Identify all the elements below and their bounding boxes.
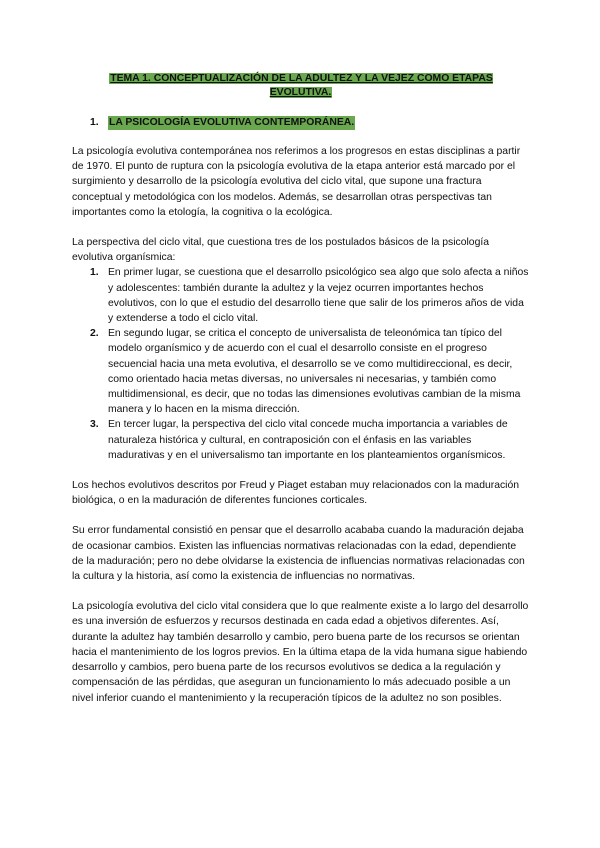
list-item-text: En primer lugar, se cuestiona que el desarrollo psicológico sea algo que solo afecta a niños y adolescentes: también durante la adultez y la vejez ocurren importantes hechos evolutivos, con lo que el estudio del desarrollo tiene que salir de los primeros años de vida y extenderse a todo el ciclo vital. <box>108 267 529 325</box>
list-item <box>90 265 530 326</box>
list-item-marker: 3. <box>90 419 99 431</box>
list-item-text: En segundo lugar, se critica el concepto de universalista de teleonómica tan típico del modelo organísmico y de acuerdo con el cual el desarrollo consiste en el progreso secuencial hacia una meta evolutiva, el desarrollo se ve como multidireccional, es decir, como orientado hacia metas diversas, no universales ni necesarias, y también como multidimensional, es decir, que no todas las dimensiones evolutivas cambian de la misma manera y lo hacen en la misma dirección. <box>108 328 521 416</box>
numbered-list <box>72 265 530 463</box>
section-number: 1. <box>90 117 99 128</box>
paragraph-4: Su error fundamental consistió en pensar que el desarrollo acababa cuando la maduración dejaba de ocasionar cambios. Existen las influencias normativas relacionadas con la edad, dependiente de la maduración; pero no debe olvidarse la existencia de influencias normativas relacionadas con la cultura y la historia, así como la existencia de influencias no normativas. <box>72 525 525 583</box>
document-title-text: TEMA 1. CONCEPTUALIZACIÓN DE LA ADULTEZ Y LA VEJEZ COMO ETAPAS EVOLUTIVA. <box>110 73 493 98</box>
list-item-marker: 2. <box>90 328 99 340</box>
paragraph-2-intro: La perspectiva del ciclo vital, que cuestiona tres de los postulados básicos de la psicología evolutiva organísmica: <box>72 237 490 264</box>
document-title <box>92 72 510 100</box>
paragraph-1: La psicología evolutiva contemporánea nos referimos a los progresos en estas disciplinas a partir de 1970. El punto de ruptura con la psicología evolutiva de la etapa anterior está marcado por el surgimiento y desarrollo de la psicología evolutiva del ciclo vital, que supone una fractura conceptual y metodológica con los modelos. Además, se desarrollan otras perspectivas tan importantes como la etología, la cognitiva o la ecológica. <box>72 146 521 218</box>
section-heading-text: LA PSICOLOGÍA EVOLUTIVA CONTEMPORÁNEA. <box>109 117 355 128</box>
section-heading <box>90 116 530 130</box>
paragraph-5: La psicología evolutiva del ciclo vital considera que lo que realmente existe a lo largo del desarrollo es una inversión de esfuerzos y recursos destinada en cada edad a objetivos diferentes. Así, durante la adultez hay también desarrollo y cambio, pero buena parte de los recursos se orientan hacia el mantenimiento de los logros previos. En la última etapa de la vida humana sigue habiendo desarrollo y cambios, pero buena parte de los recursos evolutivos se dedica a la regulación y compensación de las pérdidas, que aseguran un funcionamiento lo más adecuado posible a un nivel inferior cuando el mantenimiento y la recuperación típicos de la adultez no son posibles. <box>72 601 529 704</box>
list-item-marker: 1. <box>90 267 99 279</box>
list-item-text: En tercer lugar, la perspectiva del ciclo vital concede mucha importancia a variables de naturaleza histórica y cultural, en contraposición con el énfasis en las variables madurativas y en el universalismo tan importante en los planteamientos organísmicos. <box>108 419 508 461</box>
list-item <box>90 417 530 463</box>
paragraph-3: Los hechos evolutivos descritos por Freud y Piaget estaban muy relacionados con la maduración biológica, o en la maduración de diferentes funciones corticales. <box>72 480 520 507</box>
list-item <box>90 326 530 417</box>
